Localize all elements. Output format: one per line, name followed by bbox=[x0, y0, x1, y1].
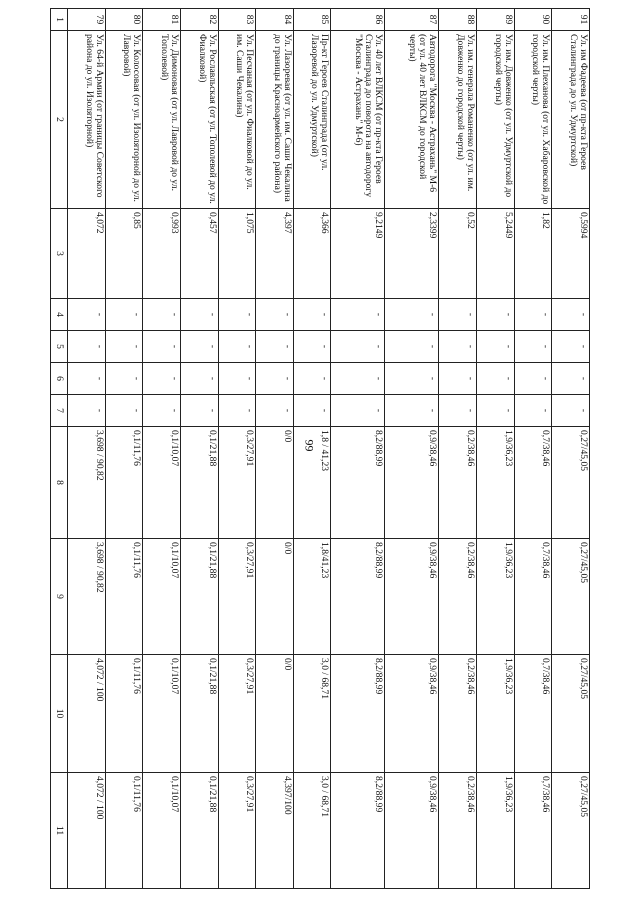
col-8: 0,9/38,46 bbox=[385, 427, 439, 539]
column-header: 4 bbox=[51, 299, 68, 331]
col-4: - bbox=[105, 299, 143, 331]
length-value: 4,397 bbox=[256, 209, 294, 299]
col-9: 0/0 bbox=[256, 539, 294, 655]
col-6: - bbox=[293, 363, 331, 395]
street-name: Ул. им. Довженко (от ул. Удмуртской до городской черты) bbox=[477, 31, 515, 209]
col-7: - bbox=[68, 395, 106, 427]
length-value: 4,366 bbox=[293, 209, 331, 299]
row-number: 84 bbox=[256, 9, 294, 31]
col-7: - bbox=[331, 395, 385, 427]
col-7: - bbox=[181, 395, 219, 427]
col-11: 0,1/21,88 bbox=[181, 773, 219, 889]
table-row bbox=[514, 9, 552, 889]
col-9: 0,2/38,46 bbox=[439, 539, 477, 655]
column-header: 1 bbox=[51, 9, 68, 31]
rotated-table-wrapper bbox=[50, 8, 590, 888]
col-6: - bbox=[385, 363, 439, 395]
col-10: 8,2/88,99 bbox=[331, 655, 385, 773]
street-name: Ул. им Фадеева (от пр-кта Героев Сталинграда до ул. Удмуртской) bbox=[552, 31, 590, 209]
length-value: 0,993 bbox=[143, 209, 181, 299]
col-7: - bbox=[514, 395, 552, 427]
col-4: - bbox=[256, 299, 294, 331]
length-value: 1,82 bbox=[514, 209, 552, 299]
col-4: - bbox=[218, 299, 256, 331]
col-5: - bbox=[385, 331, 439, 363]
col-6: - bbox=[181, 363, 219, 395]
col-9: 0,1/11,76 bbox=[105, 539, 143, 655]
col-11: 0,1/11,76 bbox=[105, 773, 143, 889]
col-4: - bbox=[439, 299, 477, 331]
col-7: - bbox=[385, 395, 439, 427]
row-number: 87 bbox=[385, 9, 439, 31]
col-6: - bbox=[514, 363, 552, 395]
col-7: - bbox=[256, 395, 294, 427]
col-9: 0,3/27,91 bbox=[218, 539, 256, 655]
street-name: Ул. им. Плеханова (от ул. Хабаровской до городской черты) bbox=[514, 31, 552, 209]
col-10: 0,27/45,05 bbox=[552, 655, 590, 773]
street-name: Ул. 40 лет ВЛКСМ (от пр-кта Героев Сталинграда до поворота на автодорогу "Москва - Астрахань" М-6) bbox=[331, 31, 385, 209]
table-row bbox=[218, 9, 256, 889]
col-9: 0,27/45,05 bbox=[552, 539, 590, 655]
col-10: 0,1/10,07 bbox=[143, 655, 181, 773]
table-row bbox=[105, 9, 143, 889]
table-row bbox=[68, 9, 106, 889]
col-11: 1,9/36,23 bbox=[477, 773, 515, 889]
row-number: 86 bbox=[331, 9, 385, 31]
street-name: Пр-кт Героев Сталинграда (от ул. Лазоревой до ул. Удмуртской) bbox=[293, 31, 331, 209]
table-header-row bbox=[51, 9, 68, 889]
row-number: 90 bbox=[514, 9, 552, 31]
length-value: 4,072 bbox=[68, 209, 106, 299]
col-4: - bbox=[514, 299, 552, 331]
col-7: - bbox=[439, 395, 477, 427]
row-number: 91 bbox=[552, 9, 590, 31]
col-7: - bbox=[293, 395, 331, 427]
table-row bbox=[552, 9, 590, 889]
street-name: Ул. 64-й Армии (от границы Советского района до ул. Изоляторной) bbox=[68, 31, 106, 209]
col-8: 0,2/38,46 bbox=[439, 427, 477, 539]
col-7: - bbox=[477, 395, 515, 427]
col-4: - bbox=[331, 299, 385, 331]
row-number: 80 bbox=[105, 9, 143, 31]
col-5: - bbox=[143, 331, 181, 363]
table-row bbox=[181, 9, 219, 889]
table-row bbox=[331, 9, 385, 889]
street-name: Ул. Лазоревая (от ул. им. Саши Чекалина до границы Красноармейского района) bbox=[256, 31, 294, 209]
col-9: 0,1/21,88 bbox=[181, 539, 219, 655]
street-name: Ул. Димоновая (от ул. Лавровой до ул. Тополевой) bbox=[143, 31, 181, 209]
col-8: 0/0 bbox=[256, 427, 294, 539]
length-value: 2,3399 bbox=[385, 209, 439, 299]
column-header: 8 bbox=[51, 427, 68, 539]
col-10: 0,2/38,46 bbox=[439, 655, 477, 773]
col-7: - bbox=[552, 395, 590, 427]
column-header: 9 bbox=[51, 539, 68, 655]
col-10: 0,9/38,46 bbox=[385, 655, 439, 773]
data-table bbox=[50, 8, 590, 889]
col-8: 3,698 / 90,82 bbox=[68, 427, 106, 539]
col-4: - bbox=[385, 299, 439, 331]
column-header: 6 bbox=[51, 363, 68, 395]
row-number: 88 bbox=[439, 9, 477, 31]
col-7: - bbox=[105, 395, 143, 427]
col-9: 8,2/88,99 bbox=[331, 539, 385, 655]
col-5: - bbox=[218, 331, 256, 363]
length-value: 1,075 bbox=[218, 209, 256, 299]
col-10: 4,072 / 100 bbox=[68, 655, 106, 773]
col-11: 0,1/10,07 bbox=[143, 773, 181, 889]
col-4: - bbox=[552, 299, 590, 331]
col-11: 0,3/27,91 bbox=[218, 773, 256, 889]
col-8: 0,3/27,91 bbox=[218, 427, 256, 539]
col-11: 0,2/38,46 bbox=[439, 773, 477, 889]
col-4: - bbox=[143, 299, 181, 331]
col-6: - bbox=[331, 363, 385, 395]
street-name: Ул. Песчаная (от ул. Фиалковой до ул. им. Саши Чекалина) bbox=[218, 31, 256, 209]
street-name: Автодорога "Москва - Астрахань" М-6 (от ул. 40 лет ВЛКСМ до городской черты) bbox=[385, 31, 439, 209]
col-6: - bbox=[256, 363, 294, 395]
length-value: 9,2149 bbox=[331, 209, 385, 299]
col-11: 4,397/100 bbox=[256, 773, 294, 889]
col-9: 1,9/36,23 bbox=[477, 539, 515, 655]
table-row bbox=[385, 9, 439, 889]
col-9: 0,1/10,07 bbox=[143, 539, 181, 655]
row-number: 89 bbox=[477, 9, 515, 31]
table-row bbox=[439, 9, 477, 889]
col-4: - bbox=[477, 299, 515, 331]
col-8: 1,9/36,23 bbox=[477, 427, 515, 539]
col-6: - bbox=[552, 363, 590, 395]
col-9: 1,8/41,23 bbox=[293, 539, 331, 655]
table-row bbox=[256, 9, 294, 889]
length-value: 0,52 bbox=[439, 209, 477, 299]
column-header: 2 bbox=[51, 31, 68, 209]
col-8: 0,7/38,46 bbox=[514, 427, 552, 539]
col-5: - bbox=[477, 331, 515, 363]
col-6: - bbox=[218, 363, 256, 395]
col-10: 0/0 bbox=[256, 655, 294, 773]
col-7: - bbox=[218, 395, 256, 427]
col-6: - bbox=[143, 363, 181, 395]
row-number: 85 bbox=[293, 9, 331, 31]
col-8: 0,1/10,07 bbox=[143, 427, 181, 539]
row-number: 83 bbox=[218, 9, 256, 31]
col-9: 3,698 / 90,82 bbox=[68, 539, 106, 655]
col-5: - bbox=[552, 331, 590, 363]
col-8: 8,2/88,99 bbox=[331, 427, 385, 539]
col-11: 4,072 / 100 bbox=[68, 773, 106, 889]
col-8: 0,27/45,05 bbox=[552, 427, 590, 539]
column-header: 10 bbox=[51, 655, 68, 773]
col-6: - bbox=[477, 363, 515, 395]
column-header: 5 bbox=[51, 331, 68, 363]
column-header: 7 bbox=[51, 395, 68, 427]
col-8: 0,1/11,76 bbox=[105, 427, 143, 539]
col-4: - bbox=[181, 299, 219, 331]
col-6: - bbox=[68, 363, 106, 395]
col-5: - bbox=[68, 331, 106, 363]
col-10: 0,1/11,76 bbox=[105, 655, 143, 773]
col-10: 0,1/21,88 bbox=[181, 655, 219, 773]
row-number: 82 bbox=[181, 9, 219, 31]
length-value: 5,2449 bbox=[477, 209, 515, 299]
col-5: - bbox=[181, 331, 219, 363]
col-8: 0,1/21,88 bbox=[181, 427, 219, 539]
col-7: - bbox=[143, 395, 181, 427]
col-5: - bbox=[331, 331, 385, 363]
street-name: Ул. Колосовая (от ул. Изоляторной до ул. Лавровой) bbox=[105, 31, 143, 209]
row-number: 79 bbox=[68, 9, 106, 31]
col-4: - bbox=[68, 299, 106, 331]
col-5: - bbox=[293, 331, 331, 363]
col-9: 0,9/38,46 bbox=[385, 539, 439, 655]
page-number: 99 bbox=[302, 439, 317, 452]
street-name: Ул. Рославльская (от ул. Тополевой до ул. Фиалковой) bbox=[181, 31, 219, 209]
column-header: 11 bbox=[51, 773, 68, 889]
street-name: Ул. им. генерала Романенко (от ул. им. Довженко до городской черты) bbox=[439, 31, 477, 209]
table-row bbox=[477, 9, 515, 889]
col-10: 0,7/38,46 bbox=[514, 655, 552, 773]
length-value: 0,5994 bbox=[552, 209, 590, 299]
col-6: - bbox=[105, 363, 143, 395]
col-4: - bbox=[293, 299, 331, 331]
col-11: 0,7/38,46 bbox=[514, 773, 552, 889]
col-10: 1,9/36,23 bbox=[477, 655, 515, 773]
col-8: 1,8 / 41,23 bbox=[293, 427, 331, 539]
table-row bbox=[143, 9, 181, 889]
col-10: 0,3/27,91 bbox=[218, 655, 256, 773]
col-5: - bbox=[514, 331, 552, 363]
length-value: 0,457 bbox=[181, 209, 219, 299]
col-11: 3,0 / 68,71 bbox=[293, 773, 331, 889]
col-5: - bbox=[105, 331, 143, 363]
column-header: 3 bbox=[51, 209, 68, 299]
col-5: - bbox=[256, 331, 294, 363]
col-6: - bbox=[439, 363, 477, 395]
col-11: 8,2/88,99 bbox=[331, 773, 385, 889]
col-11: 0,27/45,05 bbox=[552, 773, 590, 889]
col-11: 0,9/38,46 bbox=[385, 773, 439, 889]
row-number: 81 bbox=[143, 9, 181, 31]
table-row bbox=[293, 9, 331, 889]
length-value: 0,85 bbox=[105, 209, 143, 299]
col-5: - bbox=[439, 331, 477, 363]
col-9: 0,7/38,46 bbox=[514, 539, 552, 655]
col-10: 3,0 / 68,71 bbox=[293, 655, 331, 773]
